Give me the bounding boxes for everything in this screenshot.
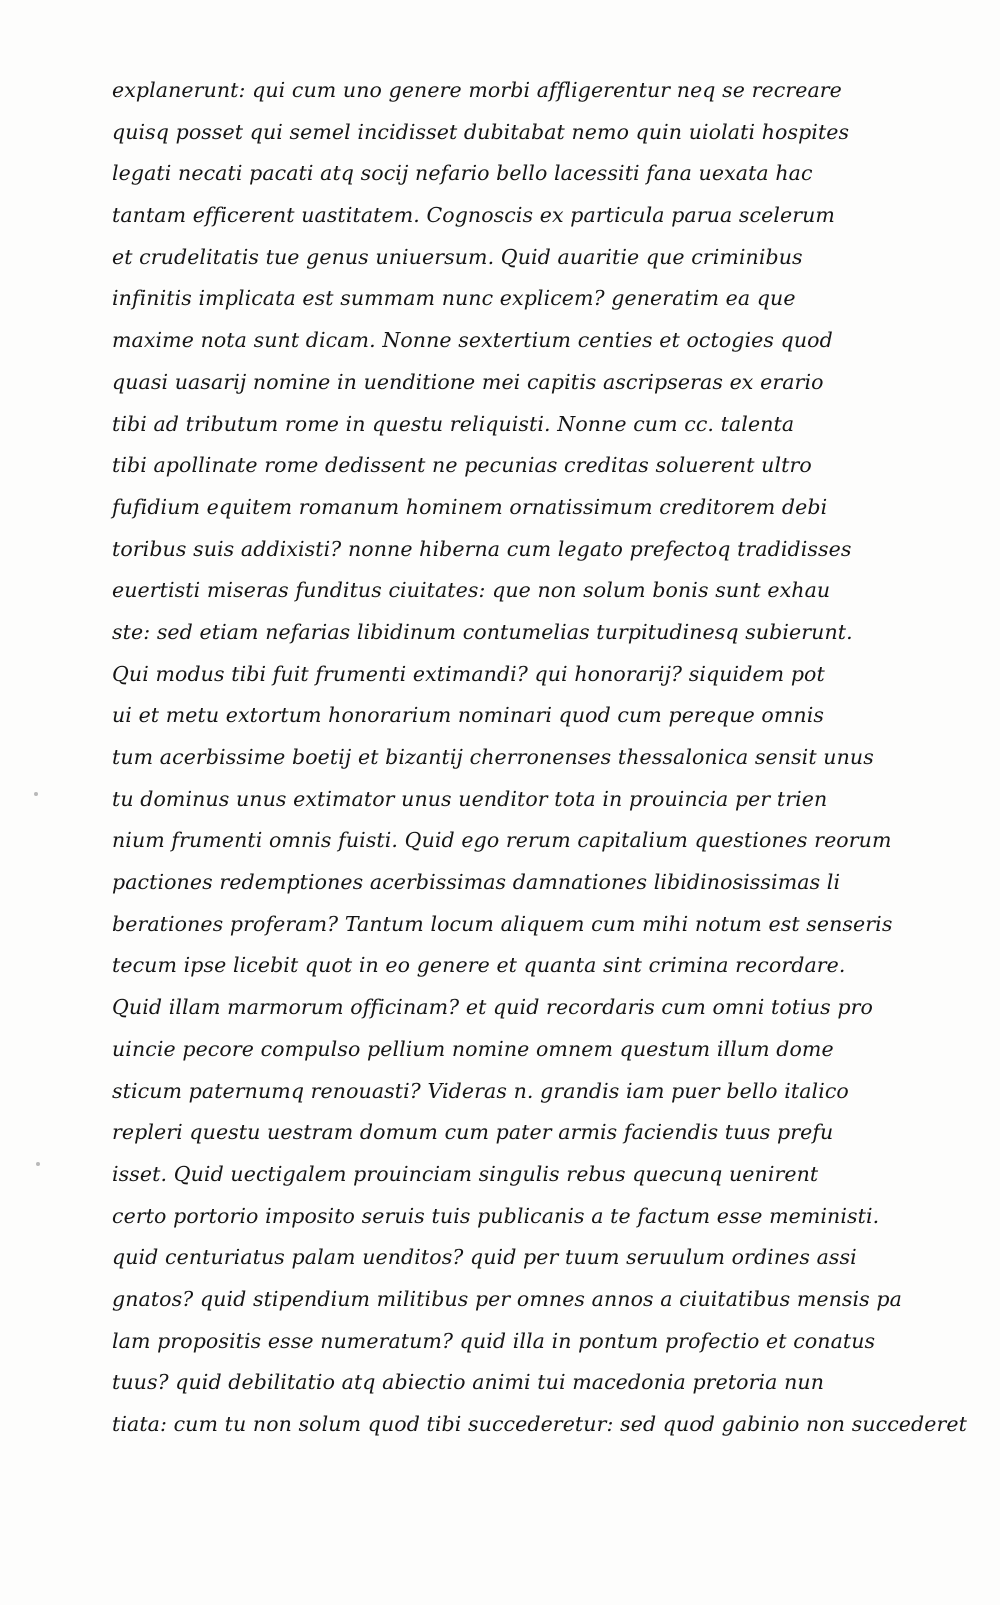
text-line: repleri questu uestram domum cum pater armis faciendis tuus prefu	[112, 1120, 834, 1145]
text-line: lam propositis esse numeratum? quid illa in pontum profectio et conatus	[112, 1328, 876, 1353]
text-line: quisq posset qui semel incidisset dubitabat nemo quin uiolati hospites	[112, 119, 850, 144]
margin-speck	[34, 792, 38, 796]
text-line: et crudelitatis tue genus uniuersum. Quid auaritie que criminibus	[112, 244, 803, 269]
text-line: quasi uasarij nomine in uenditione mei capitis ascripseras ex erario	[112, 369, 824, 394]
text-line: Quid illam marmorum officinam? et quid recordaris cum omni totius pro	[112, 995, 873, 1020]
manuscript-text	[112, 70, 967, 1446]
text-line: explanerunt: qui cum uno genere morbi affligerentur neq se recreare	[112, 78, 842, 102]
text-line: Qui modus tibi fuit frumenti extimandi? qui honorarij? siquidem pot	[112, 661, 825, 686]
margin-speck	[36, 1162, 40, 1166]
text-line: gnatos? quid stipendium militibus per omnes annos a ciuitatibus mensis pa	[112, 1286, 902, 1311]
text-line: ui et metu extortum honorarium nominari quod cum pereque omnis	[112, 703, 824, 728]
text-line: fufidium equitem romanum hominem ornatissimum creditorem debi	[112, 494, 828, 519]
text-line: quid centuriatus palam uenditos? quid per tuum seruulum ordines assi	[112, 1245, 857, 1270]
text-line: ste: sed etiam nefarias libidinum contumelias turpitudinesq subierunt.	[112, 619, 853, 644]
text-line: uincie pecore compulso pellium nomine omnem questum illum dome	[112, 1036, 834, 1061]
text-line: berationes proferam? Tantum locum aliquem cum mihi notum est senseris	[112, 911, 893, 936]
text-line: tecum ipse licebit quot in eo genere et quanta sint crimina recordare.	[112, 953, 846, 978]
text-line: tu dominus unus extimator unus uenditor tota in prouincia per trien	[112, 786, 828, 811]
text-line: infinitis implicata est summam nunc explicem? generatim ea que	[112, 286, 796, 311]
text-line: certo portorio imposito seruis tuis publicanis a te factum esse meministi.	[112, 1203, 880, 1228]
text-line: sticum paternumq renouasti? Videras n. grandis iam puer bello italico	[112, 1078, 849, 1103]
text-line: nium frumenti omnis fuisti. Quid ego rerum capitalium questiones reorum	[112, 828, 892, 853]
text-line: legati necati pacati atq socij nefario bello lacessiti fana uexata hac	[112, 161, 813, 186]
text-line: tum acerbissime boetij et bizantij cherronenses thessalonica sensit unus	[112, 745, 874, 769]
text-line: tuus? quid debilitatio atq abiectio animi tui macedonia pretoria nun	[112, 1370, 824, 1395]
text-line: pactiones redemptiones acerbissimas damnationes libidinosissimas li	[112, 870, 841, 895]
text-line: toribus suis addixisti? nonne hiberna cum legato prefectoq tradidisses	[112, 536, 852, 561]
text-line: tantam efficerent uastitatem. Cognoscis ex particula parua scelerum	[112, 203, 835, 228]
text-line: maxime nota sunt dicam. Nonne sextertium centies et octogies quod	[112, 328, 833, 353]
text-line: tibi apollinate rome dedissent ne pecunias creditas soluerent ultro	[112, 453, 812, 478]
text-line: isset. Quid uectigalem prouinciam singulis rebus quecunq uenirent	[112, 1161, 819, 1186]
text-line: tiata: cum tu non solum quod tibi succederetur: sed quod gabinio non succederet	[112, 1412, 967, 1436]
text-line: tibi ad tributum rome in questu reliquisti. Nonne cum cc. talenta	[112, 411, 795, 436]
text-line: euertisti miseras funditus ciuitates: que non solum bonis sunt exhau	[112, 578, 831, 603]
